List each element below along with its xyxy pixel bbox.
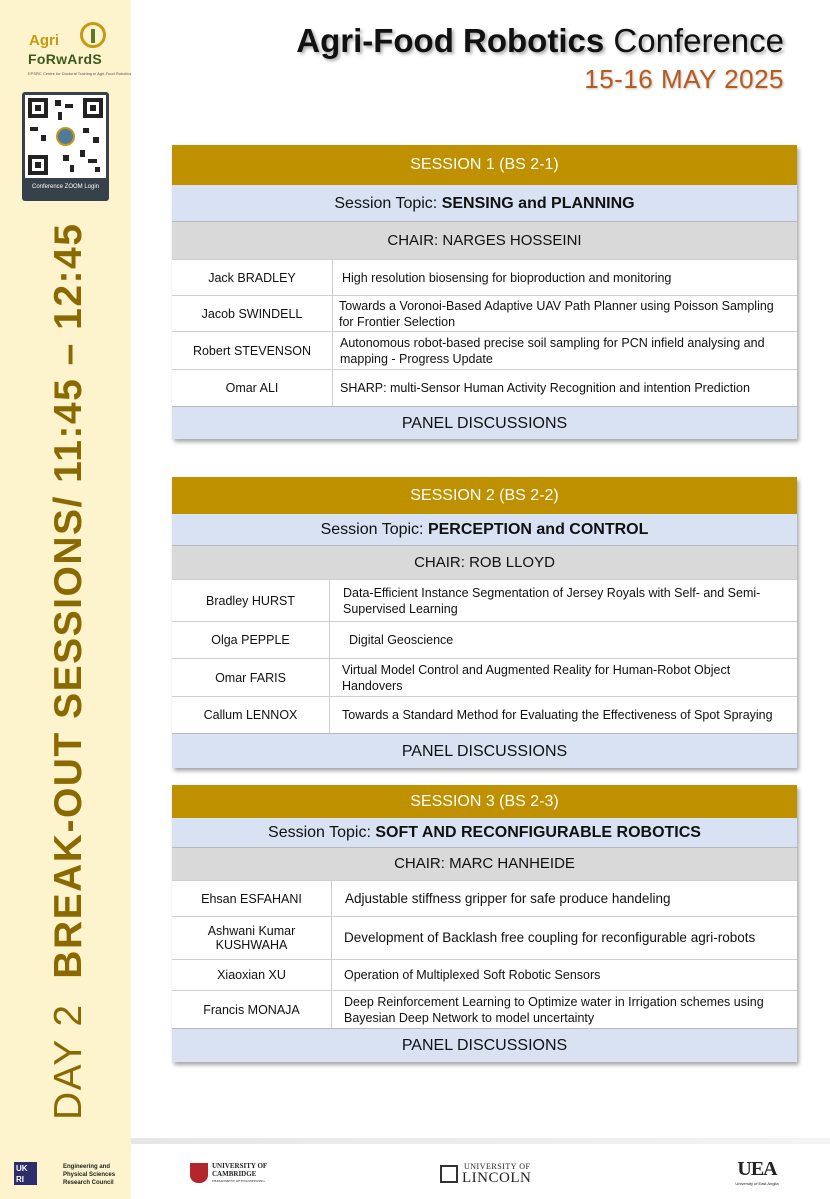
talk-title: Towards a Voronoi-Based Adaptive UAV Path Planner using Poisson Sampling for Frontier Selection bbox=[339, 298, 774, 329]
ukri-epsrc-logo bbox=[14, 1162, 124, 1188]
agri-forwards-logo bbox=[26, 20, 132, 80]
table-row bbox=[172, 880, 797, 916]
qr-center-logo bbox=[56, 127, 75, 146]
session-chair: CHAIR: ROB LLOYD bbox=[172, 546, 797, 579]
topic-prefix: Session Topic: bbox=[334, 195, 442, 212]
talk-title: Adjustable stiffness gripper for safe produce handeling bbox=[345, 890, 671, 906]
conference-date: 15-16 MAY 2025 bbox=[584, 64, 784, 94]
session-title: SESSION 1 (BS 2-1) bbox=[172, 145, 797, 185]
topic-name: SOFT AND RECONFIGURABLE ROBOTICS bbox=[375, 824, 701, 841]
epsrc-text: Engineering and Physical Sciences Research Council bbox=[63, 1164, 116, 1186]
lincoln-crest-icon bbox=[440, 1165, 458, 1183]
speaker-name: Jack BRADLEY bbox=[172, 260, 333, 295]
lincoln-line1: UNIVERSITY OF bbox=[464, 1162, 531, 1171]
page-header bbox=[296, 22, 784, 95]
session-title: SESSION 3 (BS 2-3) bbox=[172, 785, 797, 818]
topic-prefix: Session Topic: bbox=[268, 824, 376, 841]
table-row bbox=[172, 916, 797, 959]
speaker-name: Bradley HURST bbox=[172, 580, 330, 621]
session-title: SESSION 2 (BS 2-2) bbox=[172, 477, 797, 514]
qr-label: Conference ZOOM Login bbox=[31, 184, 100, 190]
footer-divider bbox=[131, 1138, 830, 1144]
cambridge-logo bbox=[190, 1161, 285, 1186]
talk-title: Virtual Model Control and Augmented Reality for Human-Robot Object Handovers bbox=[342, 662, 731, 693]
panel-discussions: PANEL DISCUSSIONS bbox=[172, 1028, 797, 1062]
session-3-table bbox=[172, 785, 797, 1062]
talk-title: SHARP: multi-Sensor Human Activity Recognition and intention Prediction bbox=[340, 381, 750, 395]
session-2-table bbox=[172, 477, 797, 768]
vertical-day: DAY 2 bbox=[47, 1003, 90, 1120]
talk-title: Digital Geoscience bbox=[349, 633, 454, 647]
talk-title: Towards a Standard Method for Evaluating the Effectiveness of Spot Spraying bbox=[342, 708, 773, 722]
ukri-box: UK RI bbox=[14, 1162, 37, 1185]
talk-title: Deep Reinforcement Learning to Optimize water in Irrigation schemes using Bayesian Deep Network to model uncertainty bbox=[344, 994, 764, 1025]
topic-prefix: Session Topic: bbox=[320, 521, 428, 538]
session-chair: CHAIR: MARC HANHEIDE bbox=[172, 848, 797, 880]
speaker-name: Callum LENNOX bbox=[172, 697, 330, 733]
speaker-name: Ehsan ESFAHANI bbox=[172, 881, 332, 916]
speaker-name: Francis MONAJA bbox=[172, 991, 332, 1028]
table-row bbox=[172, 658, 797, 696]
talk-title: Operation of Multiplexed Soft Robotic Sensors bbox=[344, 968, 601, 982]
lincoln-logo bbox=[440, 1162, 550, 1186]
cambridge-line2: CAMBRIDGE bbox=[212, 1170, 257, 1178]
sidebar bbox=[0, 0, 131, 1199]
speaker-name: Robert STEVENSON bbox=[172, 332, 333, 369]
session-chair: CHAIR: NARGES HOSSEINI bbox=[172, 222, 797, 259]
speaker-name: Omar ALI bbox=[172, 370, 333, 406]
session-topic bbox=[172, 818, 797, 848]
conference-title bbox=[296, 22, 784, 60]
topic-name: PERCEPTION and CONTROL bbox=[427, 521, 649, 538]
cambridge-dept: DEPARTMENT OF ENGINEERING bbox=[212, 1179, 265, 1183]
topic-name: SENSING and PLANNING bbox=[441, 195, 635, 212]
uea-name: University of East Anglia bbox=[735, 1181, 779, 1186]
table-row bbox=[172, 990, 797, 1028]
speaker-name: Jacob SWINDELL bbox=[172, 296, 333, 331]
vertical-sessions-time: BREAK-OUT SESSIONS/ 11:45 – 12:45 bbox=[47, 222, 90, 979]
vertical-day-title bbox=[47, 220, 91, 1120]
logo-forwards: FoRwArdS bbox=[28, 51, 102, 67]
table-row bbox=[172, 696, 797, 733]
lincoln-line2: LINCOLN bbox=[462, 1170, 532, 1186]
speaker-name: Olga PEPPLE bbox=[172, 622, 330, 658]
title-rest: Conference bbox=[613, 22, 784, 59]
table-row bbox=[172, 259, 797, 295]
logo-agri: Agri bbox=[29, 32, 59, 49]
speaker-name: Xiaoxian XU bbox=[172, 960, 332, 990]
talk-title: Autonomous robot-based precise soil sampling for PCN infield analysing and mapping - Progress Update bbox=[340, 335, 765, 366]
talk-title: Data-Efficient Instance Segmentation of Jersey Royals with Self- and Semi-Supervised Learning bbox=[343, 585, 761, 616]
cambridge-line1: UNIVERSITY OF bbox=[212, 1162, 268, 1170]
table-row bbox=[172, 295, 797, 331]
session-1-table bbox=[172, 145, 797, 439]
table-row bbox=[172, 579, 797, 621]
session-topic bbox=[172, 514, 797, 546]
uea-logo bbox=[728, 1158, 786, 1188]
qr-code-icon bbox=[25, 95, 106, 178]
zoom-qr-code[interactable] bbox=[22, 92, 109, 201]
speaker-name: Ashwani Kumar KUSHWAHA bbox=[172, 917, 332, 959]
table-row bbox=[172, 959, 797, 990]
talk-title: High resolution biosensing for bioproduction and monitoring bbox=[342, 270, 672, 285]
speaker-name: Omar FARIS bbox=[172, 659, 330, 696]
uea-mark: UEA bbox=[737, 1158, 777, 1180]
table-row bbox=[172, 621, 797, 658]
wheat-icon bbox=[80, 22, 106, 48]
table-row bbox=[172, 369, 797, 406]
cambridge-crest-icon bbox=[190, 1163, 208, 1183]
title-bold: Agri-Food Robotics bbox=[296, 22, 605, 59]
talk-title: Development of Backlash free coupling for reconfigurable agri-robots bbox=[344, 930, 756, 945]
panel-discussions: PANEL DISCUSSIONS bbox=[172, 733, 797, 768]
session-topic bbox=[172, 185, 797, 222]
table-row bbox=[172, 331, 797, 369]
panel-discussions: PANEL DISCUSSIONS bbox=[172, 406, 797, 439]
logo-subtitle: EPSRC Centre for Doctoral Training in Agri-Food Robotics bbox=[28, 71, 132, 76]
